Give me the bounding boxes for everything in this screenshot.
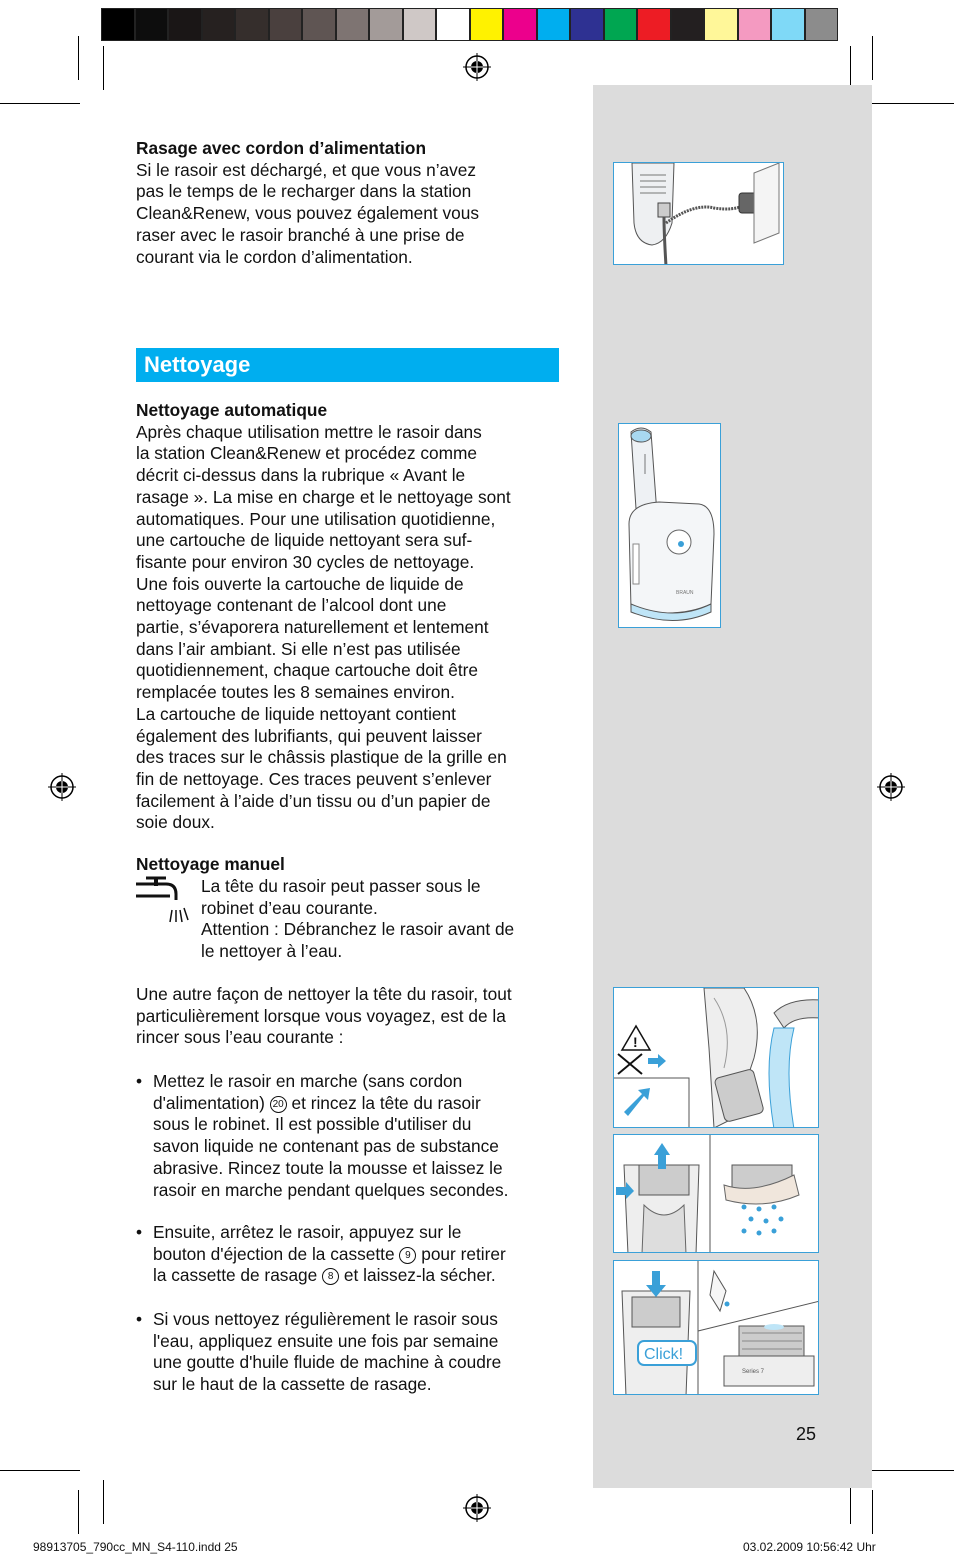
color-swatch [470, 8, 504, 41]
color-swatch [336, 8, 370, 41]
eject-illustration [614, 1135, 819, 1253]
paragraph-line: Si le rasoir est déchargé, et que vous n’avez [136, 159, 477, 180]
paragraph-line: Une autre façon de nettoyer la tête du rasoir, tout [136, 984, 512, 1004]
crop-mark [78, 36, 79, 80]
manual-warning-text [201, 876, 571, 963]
paragraph-line: sur le haut de la cassette de rasage. [153, 1374, 432, 1395]
footer-timestamp: 03.02.2009 10:56:42 Uhr [743, 1540, 876, 1554]
paragraph-line: La tête du rasoir peut passer sous le [201, 876, 481, 896]
figure-click-and-oil [613, 1260, 819, 1395]
section-auto-cleaning [136, 400, 561, 834]
reference-number-badge: 8 [322, 1268, 339, 1285]
cleaning-station-illustration [619, 424, 721, 628]
color-swatch [403, 8, 437, 41]
color-swatch [503, 8, 537, 41]
color-swatch [604, 8, 638, 41]
arrow-up-icon [624, 1088, 650, 1116]
paragraph-line: raser avec le rasoir branché à une prise de [136, 224, 465, 245]
paragraph-line: la cassette de rasage [153, 1265, 318, 1286]
figure-power-cord [613, 162, 784, 265]
crop-mark [103, 46, 104, 90]
paragraph-line: d'alimentation) [153, 1092, 265, 1113]
paragraph-line: Mettez le rasoir en marche (sans cordon [153, 1071, 463, 1091]
color-swatch [269, 8, 303, 41]
section-title: Nettoyage automatique [136, 400, 328, 420]
paragraph-line: fin de nettoyage. Ces traces peuvent s’enlever [136, 768, 492, 789]
paragraph-line: Clean&Renew, vous pouvez également vous [136, 203, 479, 224]
bullet-item-oil [136, 1309, 561, 1397]
paragraph-line: décrit ci-dessus dans la rubrique « Avant le [136, 465, 466, 486]
paragraph-line: également des lubrifiants, qui peuvent laisser [136, 725, 482, 746]
paragraph-line: automatiques. Pour une utilisation quotidienne, [136, 508, 496, 529]
paragraph-line: courant via le cordon d’alimentation. [136, 246, 413, 267]
crop-mark [0, 1470, 80, 1471]
paragraph-line: le nettoyer à l’eau. [201, 941, 343, 962]
registration-mark-icon [48, 773, 76, 801]
manual-intro [136, 984, 561, 1049]
figure-clean-renew-station [618, 423, 721, 628]
paragraph-line: abrasive. Rincez toute la mousse et laissez le [153, 1157, 503, 1178]
page-number: 25 [796, 1424, 817, 1444]
registration-mark-icon [463, 1494, 491, 1522]
color-swatch [369, 8, 403, 41]
registration-mark-icon [463, 53, 491, 81]
color-swatch [436, 8, 470, 41]
color-swatch [135, 8, 169, 41]
crop-mark [872, 103, 954, 104]
paragraph-line: une cartouche de liquide nettoyant sera suf- [136, 530, 473, 551]
click-oil-illustration [614, 1261, 819, 1395]
paragraph-line: nettoyage contenant de l’alcool dont une [136, 595, 447, 616]
color-swatch [704, 8, 738, 41]
click-label: Click! [644, 1346, 684, 1363]
bullet-item-eject [136, 1222, 561, 1288]
arrow-right-icon [648, 1054, 666, 1068]
color-swatch [235, 8, 269, 41]
paragraph-line: bouton d'éjection de la cassette [153, 1243, 395, 1264]
paragraph-line: rincer sous l’eau courante : [136, 1027, 344, 1048]
paragraph-line: Une fois ouverte la cartouche de liquide de [136, 573, 464, 594]
footer-file-info: 98913705_790cc_MN_S4-110.indd 25 [33, 1540, 238, 1554]
crop-mark [872, 36, 873, 80]
crop-mark [872, 1470, 954, 1471]
section-title: Rasage avec cordon d’alimentation [136, 138, 427, 158]
section-header-nettoyage: Nettoyage [136, 348, 559, 382]
color-swatch [671, 8, 705, 41]
paragraph-line: une goutte d'huile fluide de machine à coudre [153, 1352, 502, 1373]
section-manual-cleaning [136, 854, 561, 876]
paragraph-line: et rincez la tête du rasoir [291, 1092, 481, 1113]
rinse-illustration [614, 988, 819, 1128]
reference-number-badge: 20 [270, 1096, 287, 1113]
paragraph-line: facilement à l’aide d’un tissu ou d’un papier de [136, 790, 491, 811]
paragraph-line: soie doux. [136, 812, 215, 833]
crop-mark [78, 1490, 79, 1534]
registration-mark-icon [877, 773, 905, 801]
faucet-icon [136, 876, 190, 928]
paragraph-line: pas le temps de le recharger dans la station [136, 181, 472, 202]
color-swatch [771, 8, 805, 41]
figure-rinse-under-tap [613, 987, 819, 1128]
paragraph-line: pour retirer [421, 1243, 506, 1264]
bullet-dot: • [136, 1071, 143, 1091]
color-swatch [570, 8, 604, 41]
section-power-cord [136, 138, 561, 268]
color-swatch [637, 8, 671, 41]
paragraph-line: l'eau, appliquez ensuite une fois par semaine [153, 1330, 499, 1351]
crop-mark [872, 1490, 873, 1534]
color-swatch [738, 8, 772, 41]
crop-mark [850, 46, 851, 90]
section-title: Nettoyage manuel [136, 854, 285, 874]
brand-label: BRAUN [676, 590, 694, 596]
paragraph-line: partie, s’évaporera naturellement et lentement [136, 617, 489, 638]
paragraph-line: fisante pour environ 30 cycles de nettoyage. [136, 551, 475, 572]
paragraph-line: la station Clean&Renew et procédez comme [136, 443, 478, 464]
paragraph-line: Ensuite, arrêtez le rasoir, appuyez sur le [153, 1222, 462, 1242]
color-swatch [202, 8, 236, 41]
paragraph-line: et laissez-la sécher. [343, 1265, 496, 1286]
paragraph-line: sous le robinet. Il est possible d'utiliser du [153, 1114, 472, 1135]
series-label: Series 7 [742, 1369, 765, 1375]
bullet-item-rinse [136, 1071, 561, 1201]
color-swatch [805, 8, 839, 41]
paragraph-line: rasage ». La mise en charge et le nettoyage sont [136, 486, 511, 507]
color-swatch [101, 8, 135, 41]
crop-mark [103, 1480, 104, 1524]
paragraph-line: rasoir en marche pendant quelques secondes. [153, 1179, 509, 1200]
paragraph-line: quotidiennement, chaque cartouche doit être [136, 660, 479, 681]
paragraph-line: remplacée toutes les 8 semaines environ. [136, 682, 455, 703]
paragraph-line: particulièrement lorsque vous voyagez, est de la [136, 1005, 506, 1026]
bullet-dot: • [136, 1309, 143, 1329]
paragraph-line: La cartouche de liquide nettoyant contient [136, 703, 456, 724]
paragraph-line: Attention : Débranchez le rasoir avant de [201, 919, 515, 940]
warning-glyph: ! [633, 1034, 638, 1050]
paragraph-line: Si vous nettoyez régulièrement le rasoir sous [153, 1309, 498, 1329]
color-calibration-bar [101, 8, 838, 41]
paragraph-line: dans l’air ambiant. Si elle n’est pas utilisée [136, 638, 461, 659]
paragraph-line: robinet d’eau courante. [201, 897, 378, 918]
figure-eject-cassette [613, 1134, 819, 1253]
bullet-dot: • [136, 1222, 143, 1242]
shaver-plug-illustration [614, 163, 784, 265]
paragraph-line: savon liquide ne contenant pas de substance [153, 1136, 499, 1157]
color-swatch [302, 8, 336, 41]
reference-number-badge: 9 [399, 1247, 416, 1264]
crop-mark [0, 103, 80, 104]
color-swatch [168, 8, 202, 41]
paragraph-line: Après chaque utilisation mettre le rasoir dans [136, 421, 482, 442]
paragraph-line: des traces sur le châssis plastique de la grille en [136, 747, 507, 768]
color-swatch [537, 8, 571, 41]
